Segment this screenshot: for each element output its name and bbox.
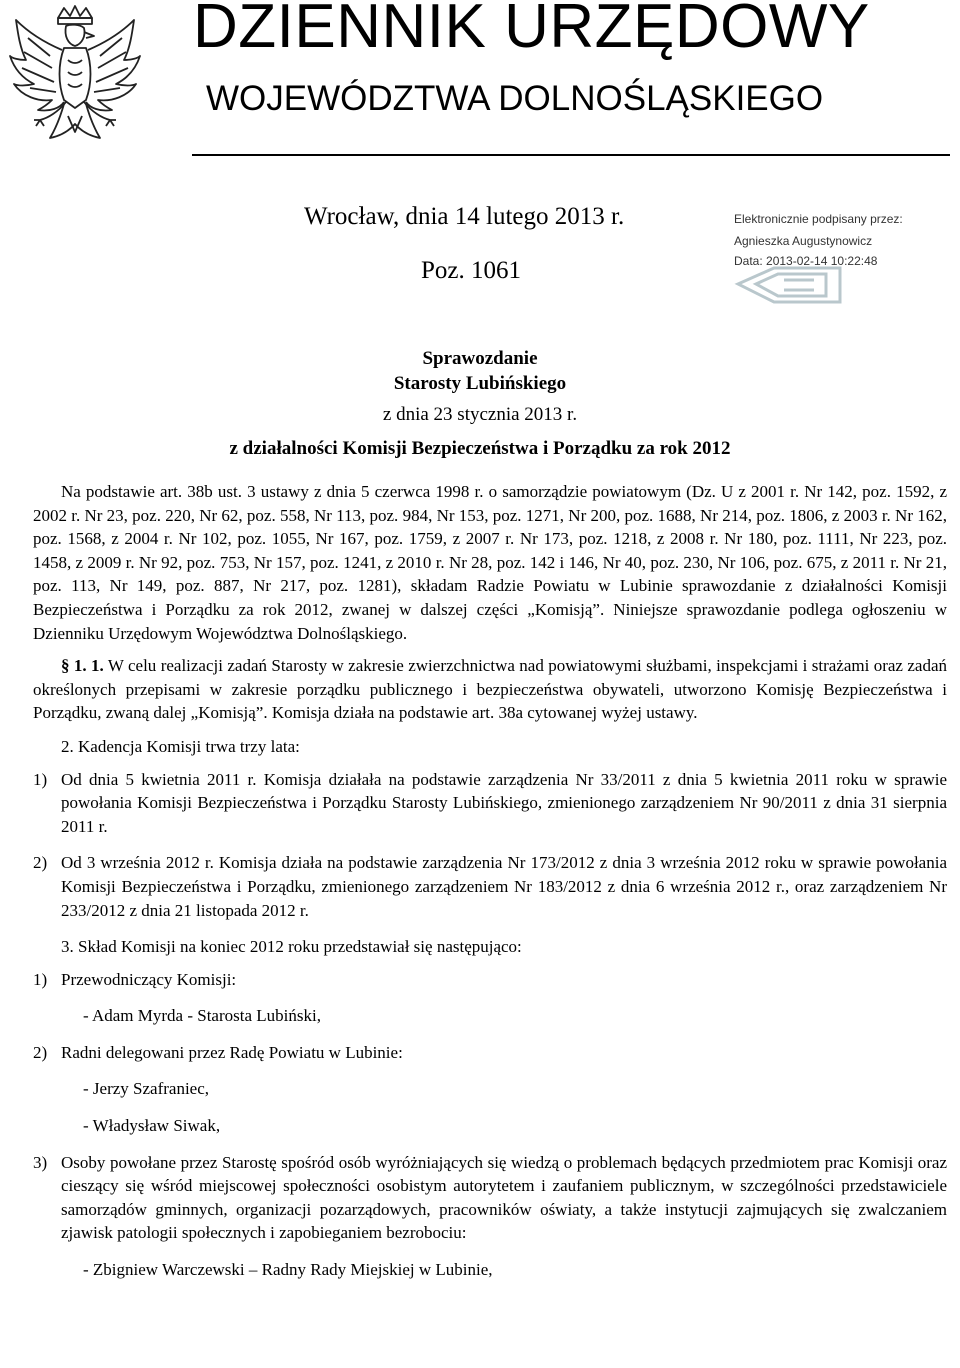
- header-divider: [192, 154, 950, 156]
- document-body: [33, 480, 947, 1282]
- list-item-text: Osoby powołane przez Starostę spośród osób wyróżniających się wiedzą o problemach będących przedmiotem prac Komisji oraz cieszący się wśród miejscowej społeczności osobistym autorytetem i zaufaniem publicznym, w szczególności przedstawiciele samorządów gminnych, organizacji pozarządowych, pracowników oświaty, a także instytucji zajmujących się zwalczaniem zjawisk patologii społecznych i zapobieganiem bezrobociu:: [61, 1152, 947, 1243]
- list-item: [33, 768, 947, 839]
- journal-subtitle: WOJEWÓDZTWA DOLNOŚLĄSKIEGO: [206, 79, 824, 118]
- point-3-heading: 3. Skład Komisji na koniec 2012 roku przedstawiał się następująco:: [61, 937, 522, 957]
- list-item-text: Od dnia 5 kwietnia 2011 r. Komisja działała na podstawie zarządzenia Nr 33/2011 z dnia 5 kwietnia 2011 roku w sprawie powołania Komisji Bezpieczeństwa i Porządku Starosty Lubińskiego, zmienionego zarządzeniem Nr 90/2011 z dnia 31 sierpnia 2011 r.: [61, 769, 947, 836]
- document-heading: [0, 346, 960, 461]
- journal-title: DZIENNIK URZĘDOWY: [193, 0, 870, 61]
- section-1-paragraph: [33, 654, 947, 725]
- list-item-number: 2): [33, 1042, 48, 1062]
- list-item-number: 1): [33, 969, 48, 989]
- list-item-number: 3): [33, 1152, 48, 1172]
- list-item: [33, 851, 947, 922]
- list-item-number: 1): [33, 769, 48, 789]
- member-entry: - Władysław Siwak,: [83, 1116, 221, 1136]
- document-type: Sprawozdanie: [422, 348, 538, 369]
- intro-paragraph: Na podstawie art. 38b ust. 3 ustawy z dnia 5 czerwca 1998 r. o samorządzie powiatowym (Dz. U z 2001 r. Nr 142, poz. 1592, z 2002 r. Nr 23, poz. 220, Nr 62, poz. 558, Nr 113, poz. 984, Nr 153, poz. 1271, Nr 200, poz. 1688, Nr 214, poz. 1806, z 2003 r. Nr 162, poz. 1568, z 2004 r. Nr 102, poz. 1055, Nr 167, poz. 1759, z 2007 r. Nr 173, poz. 1218, z 2008 r. Nr 180, poz. 1111, Nr 223, poz. 1458, z 2009 r. Nr 92, poz. 753, Nr 157, poz. 1241, z 2010 r. Nr 28, poz. 142 i 146, Nr 40, poz. 230, Nr 106, poz. 675, z 2011 r. Nr 21, poz. 113, Nr 149, poz. 887, Nr 217, poz. 1281), składam Radzie Powiatu w Lubinie sprawozdanie z działalności Komisji Bezpieczeństwa i Porządku za rok 2012, zwanej w dalszej części „Komisją”. Niniejsze sprawozdanie podlega ogłoszeniu w Dzienniku Urzędowym Województwa Dolnośląskiego.: [33, 482, 947, 643]
- electronic-signature: [732, 212, 952, 312]
- list-item-text: Przewodniczący Komisji:: [61, 969, 237, 989]
- list-item-number: 2): [33, 853, 48, 873]
- document-subject: z działalności Komisji Bezpieczeństwa i Porządku za rok 2012: [229, 438, 731, 459]
- member-entry: - Zbigniew Warczewski – Radny Rady Miejskiej w Lubinie,: [83, 1260, 493, 1280]
- place-date: Wrocław, dnia 14 lutego 2013 r.: [304, 203, 625, 230]
- list-item: [33, 1041, 947, 1065]
- document-author: Starosty Lubińskiego: [393, 373, 567, 394]
- section-1-label: § 1. 1.: [61, 656, 104, 676]
- position-number: Poz. 1061: [421, 257, 521, 284]
- list-item-text: Radni delegowani przez Radę Powiatu w Lubinie:: [61, 1042, 403, 1062]
- member-entry: - Jerzy Szafraniec,: [83, 1079, 210, 1099]
- section-1-text: W celu realizacji zadań Starosty w zakresie zwierzchnictwa nad powiatowymi służbami, inspekcjami i strażami oraz zadań określonych przepisami w zakresie porządku publicznego i bezpieczeństwa obywateli, utworzono Komisję Bezpieczeństwa i Porządku, zwaną dalej „Komisją”. Komisja działa na podstawie art. 38a cytowanej wyżej ustawy.: [33, 656, 947, 723]
- signature-date: Data: 2013-02-14 10:22:48: [734, 254, 878, 268]
- signature-name: Agnieszka Augustynowicz: [734, 234, 873, 248]
- list-item: [33, 968, 947, 992]
- list-item-text: Od 3 września 2012 r. Komisja działa na podstawie zarządzenia Nr 173/2012 z dnia 3 września 2012 roku w sprawie powołania Komisji Bezpieczeństwa i Porządku, zmienionego zarządzeniem Nr 183/2012 z dnia 6 września 2012 r., oraz zarządzeniem Nr 233/2012 z dnia 21 listopada 2012 r.: [61, 853, 947, 920]
- member-entry: - Adam Myrda - Starosta Lubiński,: [83, 1006, 321, 1026]
- list-item: [33, 1151, 947, 1245]
- signature-label: Elektronicznie podpisany przez:: [734, 212, 903, 226]
- document-date: z dnia 23 stycznia 2013 r.: [382, 404, 578, 425]
- polish-eagle-emblem: [8, 4, 142, 154]
- signature-logo-icon: [734, 264, 846, 306]
- point-2-heading: 2. Kadencja Komisji trwa trzy lata:: [61, 736, 300, 756]
